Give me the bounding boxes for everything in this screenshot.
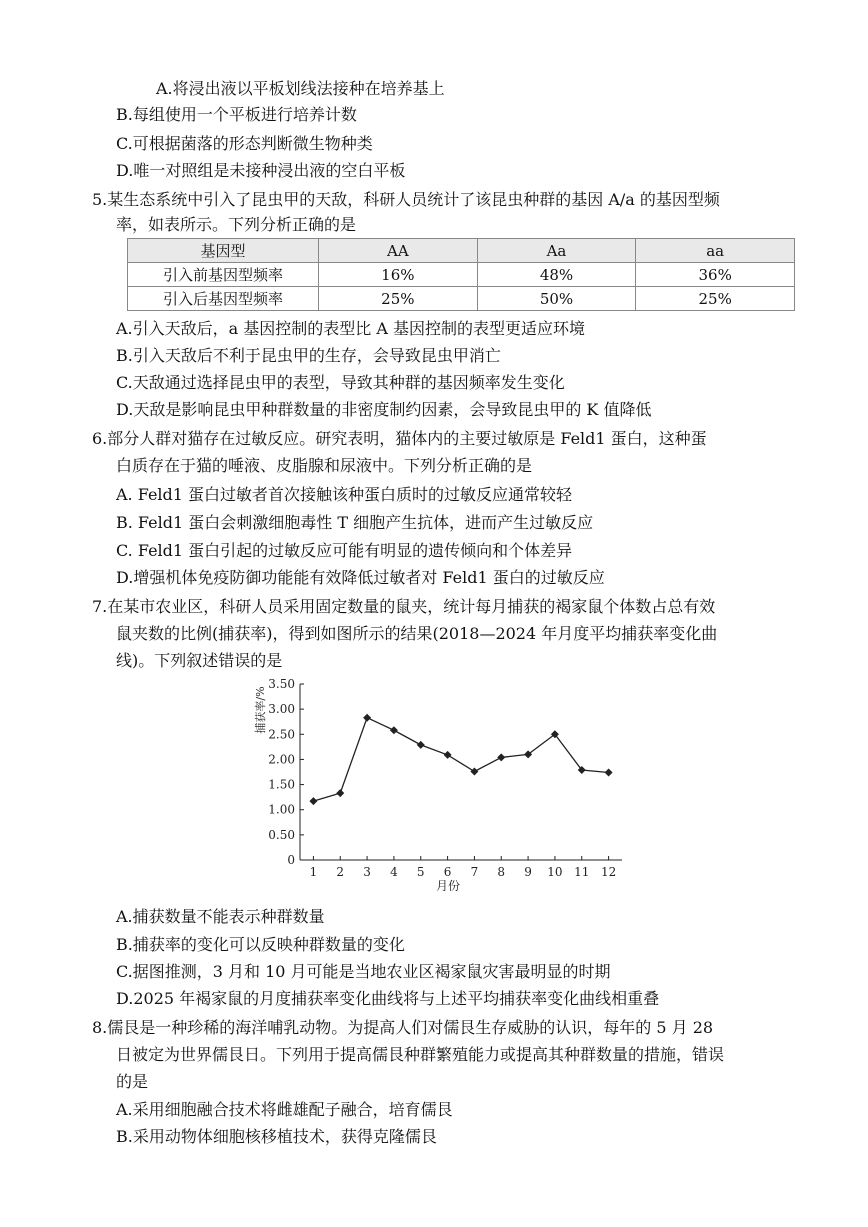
q5-option-a: A.引入天敌后，a 基因控制的表型比 A 基因控制的表型更适应环境 [116, 319, 585, 338]
table-cell: 36% [636, 263, 795, 287]
q7-stem-line2: 鼠夹数的比例(捕获率)，得到如图所示的结果(2018—2024 年月度平均捕获率变化曲 [116, 624, 718, 643]
table-header-row [128, 239, 795, 263]
table-cell: 引入前基因型频率 [128, 263, 319, 287]
q5-stem-line2: 率，如表所示。下列分析正确的是 [116, 215, 357, 234]
q4-option-b: B.每组使用一个平板进行培养计数 [116, 105, 357, 124]
chart-y-tick-label: 1.00 [268, 802, 295, 817]
q6-option-b: B. Feld1 蛋白会刺激细胞毒性 T 细胞产生抗体，进而产生过敏反应 [116, 513, 594, 532]
chart-x-tick-label: 5 [416, 865, 425, 879]
q6-stem-line1: 6.部分人群对猫存在过敏反应。研究表明，猫体内的主要过敏原是 Feld1 蛋白，这种蛋 [92, 429, 707, 448]
chart-x-tick-label: 7 [470, 865, 479, 879]
table-cell: 16% [319, 263, 478, 287]
table-header-cell: 基因型 [128, 239, 319, 263]
q8-stem-line3: 的是 [116, 1072, 149, 1091]
chart-x-tick-label: 2 [336, 865, 345, 879]
q8-stem-line1: 8.儒艮是一种珍稀的海洋哺乳动物。为提高人们对儒艮生存威胁的认识，每年的 5 月 28 [92, 1018, 714, 1037]
q7-stem-line3: 线)。下列叙述错误的是 [116, 651, 283, 670]
chart-y-tick-label: 0 [287, 853, 295, 867]
chart-data-point [390, 726, 398, 734]
q7-option-b: B.捕获率的变化可以反映种群数量的变化 [116, 935, 405, 954]
table-header-cell: Aa [477, 239, 636, 263]
q7-option-a: A.捕获数量不能表示种群数量 [116, 907, 325, 926]
q4-option-a: A.将浸出液以平板划线法接种在培养基上 [156, 79, 445, 98]
q7-stem-line1: 7.在某市农业区，科研人员采用固定数量的鼠夹，统计每月捕获的褐家鼠个体数占总有效 [92, 597, 716, 616]
chart-y-tick-label: 3.00 [268, 702, 295, 717]
chart-y-tick-label: 1.50 [268, 777, 295, 792]
chart-x-axis-label: 月份 [435, 879, 461, 893]
chart-data-point [309, 797, 317, 805]
chart-y-tick-label: 0.50 [268, 827, 295, 842]
table-header-cell: aa [636, 239, 795, 263]
q4-option-c: C.可根据菌落的形态判断微生物种类 [116, 134, 373, 153]
q7-option-d: D.2025 年褐家鼠的月度捕获率变化曲线将与上述平均捕获率变化曲线相重叠 [116, 989, 660, 1008]
table-cell: 25% [636, 287, 795, 311]
capture-rate-chart-svg [250, 672, 630, 902]
q8-option-a: A.采用细胞融合技术将雌雄配子融合，培育儒艮 [116, 1100, 453, 1119]
capture-rate-chart [250, 672, 630, 902]
q6-stem-line2: 白质存在于猫的唾液、皮脂腺和尿液中。下列分析正确的是 [116, 456, 533, 475]
table-cell: 25% [319, 287, 478, 311]
chart-x-tick-label: 6 [443, 865, 452, 879]
chart-y-tick-label: 2.50 [268, 727, 295, 742]
q8-option-b: B.采用动物体细胞核移植技术，获得克隆儒艮 [116, 1127, 437, 1146]
chart-y-tick-label: 3.50 [268, 677, 295, 691]
chart-x-tick-label: 10 [547, 865, 563, 879]
table-row [128, 287, 795, 311]
genotype-frequency-table [127, 238, 795, 311]
q5-option-c: C.天敌通过选择昆虫甲的表型，导致其种群的基因频率发生变化 [116, 373, 565, 392]
q5-option-b: B.引入天敌后不利于昆虫甲的生存，会导致昆虫甲消亡 [116, 346, 501, 365]
q5-stem-line1: 5.某生态系统中引入了昆虫甲的天敌，科研人员统计了该昆虫种群的基因 A/a 的基因型频 [92, 190, 720, 209]
chart-series-line [313, 718, 608, 801]
chart-x-tick-label: 1 [309, 865, 318, 879]
table-cell: 48% [477, 263, 636, 287]
chart-y-axis-label: 捕获率/% [254, 686, 267, 734]
chart-x-tick-label: 9 [524, 865, 532, 879]
table-row [128, 263, 795, 287]
table-cell: 50% [477, 287, 636, 311]
chart-data-point [336, 789, 344, 797]
q6-option-d: D.增强机体免疫防御功能能有效降低过敏者对 Feld1 蛋白的过敏反应 [116, 568, 605, 587]
chart-y-tick-label: 2.00 [268, 752, 295, 767]
chart-data-point [470, 767, 478, 775]
q4-option-d: D.唯一对照组是未接种浸出液的空白平板 [116, 161, 406, 180]
chart-x-tick-label: 11 [574, 865, 590, 879]
q6-option-a: A. Feld1 蛋白过敏者首次接触该种蛋白质时的过敏反应通常较轻 [116, 485, 573, 504]
chart-data-point [605, 769, 613, 777]
chart-x-tick-label: 3 [363, 865, 371, 879]
table-header-cell: AA [319, 239, 478, 263]
q8-stem-line2: 日被定为世界儒艮日。下列用于提高儒艮种群繁殖能力或提高其种群数量的措施，错误 [116, 1045, 725, 1064]
chart-x-tick-label: 12 [600, 865, 617, 879]
chart-x-tick-label: 8 [497, 865, 506, 879]
chart-data-point [417, 741, 425, 749]
q7-option-c: C.据图推测，3 月和 10 月可能是当地农业区褐家鼠灾害最明显的时期 [116, 962, 611, 981]
q6-option-c: C. Feld1 蛋白引起的过敏反应可能有明显的遗传倾向和个体差异 [116, 541, 573, 560]
chart-x-tick-label: 4 [390, 865, 398, 879]
chart-data-point [444, 751, 452, 759]
q5-option-d: D.天敌是影响昆虫甲种群数量的非密度制约因素，会导致昆虫甲的 K 值降低 [116, 400, 652, 419]
chart-data-point [497, 753, 505, 761]
table-cell: 引入后基因型频率 [128, 287, 319, 311]
chart-data-point [363, 714, 371, 722]
